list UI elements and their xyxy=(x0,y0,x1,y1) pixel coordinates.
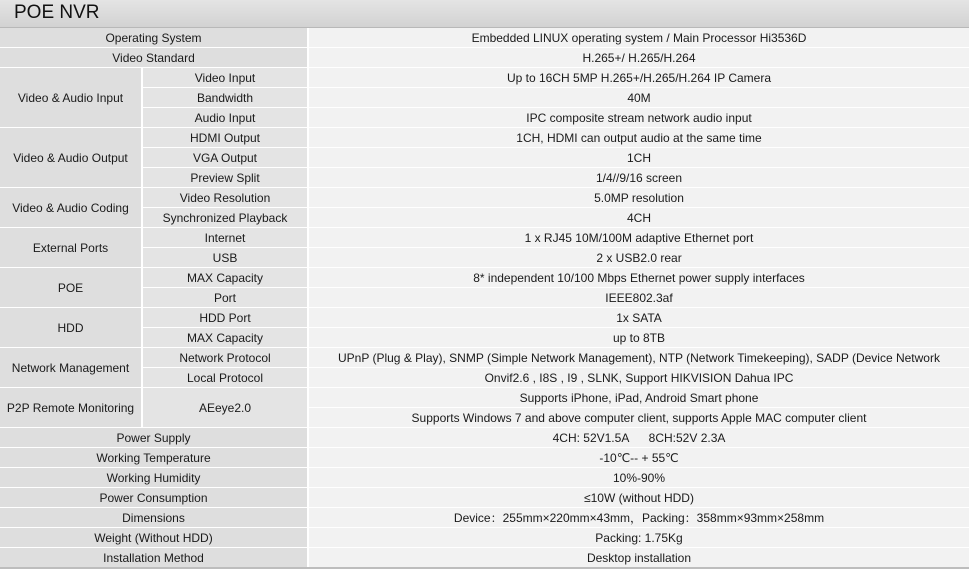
p2p-sub-label: AEeye2.0 xyxy=(143,388,309,428)
working-temperature-value: -10℃-- + 55℃ xyxy=(309,448,969,468)
poe-max-capacity-label: MAX Capacity xyxy=(143,268,309,288)
vga-output-value: 1CH xyxy=(309,148,969,168)
header-bar xyxy=(0,0,969,28)
network-protocol-label: Network Protocol xyxy=(143,348,309,368)
internet-value: 1 x RJ45 10M/100M adaptive Ethernet port xyxy=(309,228,969,248)
video-input-value: Up to 16CH 5MP H.265+/H.265/H.264 IP Camera xyxy=(309,68,969,88)
sync-playback-label: Synchronized Playback xyxy=(143,208,309,228)
weight-value: Packing: 1.75Kg xyxy=(309,528,969,548)
power-consumption-label: Power Consumption xyxy=(0,488,309,508)
preview-split-label: Preview Split xyxy=(143,168,309,188)
working-humidity-value: 10%-90% xyxy=(309,468,969,488)
usb-label: USB xyxy=(143,248,309,268)
local-protocol-value: Onvif2.6 , I8S , I9 , SLNK, Support HIKVISION Dahua IPC xyxy=(309,368,969,388)
p2p-mobile-value: Supports iPhone, iPad, Android Smart phone xyxy=(309,388,969,408)
network-management-label: Network Management xyxy=(0,348,143,388)
audio-input-value: IPC composite stream network audio input xyxy=(309,108,969,128)
network-protocol-value: UPnP (Plug & Play), SNMP (Simple Network Management), NTP (Network Timekeeping), SADP (Device Network xyxy=(309,348,969,368)
video-audio-coding-label: Video & Audio Coding xyxy=(0,188,143,228)
internet-label: Internet xyxy=(143,228,309,248)
hdd-max-capacity-value: up to 8TB xyxy=(309,328,969,348)
poe-port-value: IEEE802.3af xyxy=(309,288,969,308)
vga-output-label: VGA Output xyxy=(143,148,309,168)
power-supply-value: 4CH: 52V1.5A 8CH:52V 2.3A xyxy=(309,428,969,448)
installation-value: Desktop installation xyxy=(309,548,969,568)
working-humidity-label: Working Humidity xyxy=(0,468,309,488)
hdd-label: HDD xyxy=(0,308,143,348)
dimensions-label: Dimensions xyxy=(0,508,309,528)
bandwidth-label: Bandwidth xyxy=(143,88,309,108)
hdmi-output-label: HDMI Output xyxy=(143,128,309,148)
poe-port-label: Port xyxy=(143,288,309,308)
power-supply-label: Power Supply xyxy=(0,428,309,448)
p2p-label: P2P Remote Monitoring xyxy=(0,388,143,428)
local-protocol-label: Local Protocol xyxy=(143,368,309,388)
os-value: Embedded LINUX operating system / Main Processor Hi3536D xyxy=(309,28,969,48)
video-audio-input-label: Video & Audio Input xyxy=(0,68,143,128)
bandwidth-value: 40M xyxy=(309,88,969,108)
video-audio-output-label: Video & Audio Output xyxy=(0,128,143,188)
poe-max-capacity-value: 8* independent 10/100 Mbps Ethernet power supply interfaces xyxy=(309,268,969,288)
video-input-label: Video Input xyxy=(143,68,309,88)
working-temperature-label: Working Temperature xyxy=(0,448,309,468)
video-resolution-value: 5.0MP resolution xyxy=(309,188,969,208)
installation-label: Installation Method xyxy=(0,548,309,568)
hdd-max-capacity-label: MAX Capacity xyxy=(143,328,309,348)
poe-label: POE xyxy=(0,268,143,308)
sync-playback-value: 4CH xyxy=(309,208,969,228)
p2p-desktop-value: Supports Windows 7 and above computer client, supports Apple MAC computer client xyxy=(309,408,969,428)
video-standard-value: H.265+/ H.265/H.264 xyxy=(309,48,969,68)
audio-input-label: Audio Input xyxy=(143,108,309,128)
preview-split-value: 1/4//9/16 screen xyxy=(309,168,969,188)
power-consumption-value: ≤10W (without HDD) xyxy=(309,488,969,508)
dimensions-value: Device：255mm×220mm×43mm，Packing：358mm×93mm×258mm xyxy=(309,508,969,528)
spec-table xyxy=(0,28,969,568)
video-resolution-label: Video Resolution xyxy=(143,188,309,208)
page-title: POE NVR xyxy=(14,2,100,23)
weight-label: Weight (Without HDD) xyxy=(0,528,309,548)
external-ports-label: External Ports xyxy=(0,228,143,268)
hdd-port-label: HDD Port xyxy=(143,308,309,328)
usb-value: 2 x USB2.0 rear xyxy=(309,248,969,268)
hdmi-output-value: 1CH, HDMI can output audio at the same time xyxy=(309,128,969,148)
os-label: Operating System xyxy=(0,28,309,48)
video-standard-label: Video Standard xyxy=(0,48,309,68)
hdd-port-value: 1x SATA xyxy=(309,308,969,328)
